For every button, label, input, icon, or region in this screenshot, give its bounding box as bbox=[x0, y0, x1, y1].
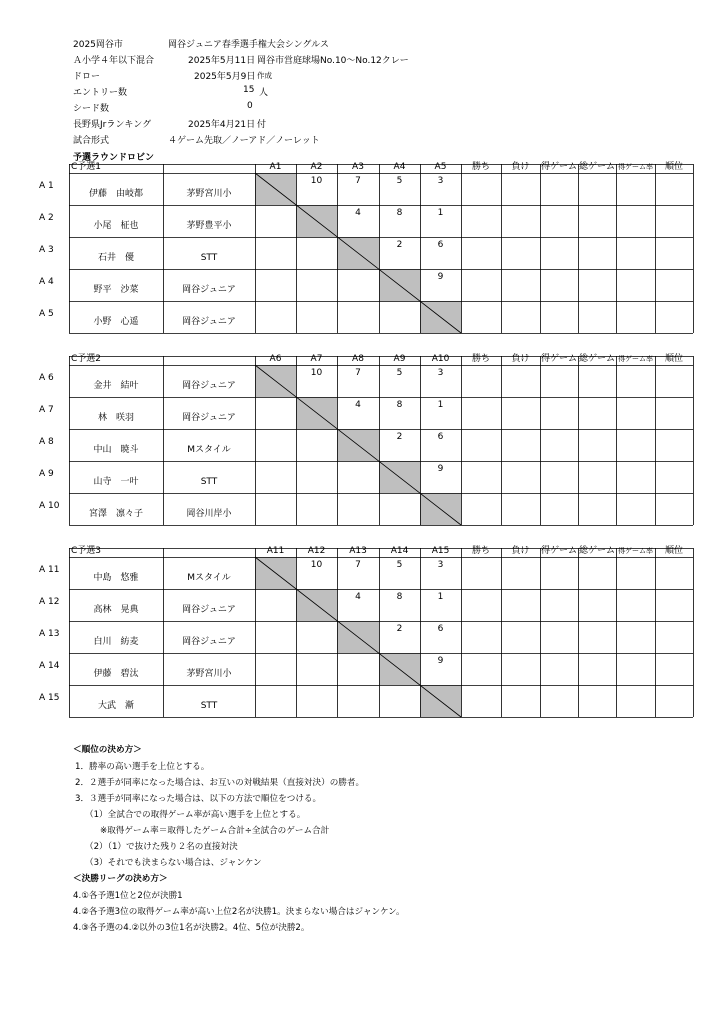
entries-unit: 人 bbox=[259, 88, 269, 98]
diagonal-line bbox=[255, 173, 461, 333]
match-number: 3 bbox=[437, 560, 444, 570]
stat-header: 得ゲーム率 bbox=[618, 163, 653, 171]
draw-label: ドロー bbox=[73, 72, 101, 82]
player-club: 岡谷ジュニア bbox=[182, 317, 236, 327]
stat-header: 負け bbox=[511, 546, 530, 556]
draw-suffix: 作成 bbox=[257, 71, 272, 80]
match-number: 9 bbox=[437, 464, 444, 474]
ranking-rule-item: 2．２選手が同率になった場合は、お互いの対戦結果（直接対決）の勝者。 bbox=[75, 778, 365, 788]
group-table bbox=[39, 354, 693, 525]
player-club: Mスタイル bbox=[187, 445, 231, 455]
final-rules-title: ＜決勝リーグの決め方＞ bbox=[73, 874, 168, 884]
row-label: A 7 bbox=[39, 405, 54, 415]
column-header: A11 bbox=[266, 546, 285, 556]
player-name: 中山 暁斗 bbox=[93, 445, 139, 455]
row-label: A 12 bbox=[39, 597, 60, 607]
group-table bbox=[39, 162, 693, 333]
player-name: 高林 晃典 bbox=[93, 605, 139, 615]
row-label: A 9 bbox=[39, 469, 54, 479]
format-value: ４ゲーム先取／ノーアド／ノーレット bbox=[168, 136, 320, 146]
stat-header: 勝ち bbox=[471, 546, 490, 556]
category: Ａ小学４年以下混合 bbox=[73, 56, 155, 66]
stat-header: 得ゲーム率 bbox=[618, 547, 653, 555]
stat-header: 得ゲーム率 bbox=[618, 355, 653, 363]
column-header: A15 bbox=[431, 546, 450, 556]
player-club: STT bbox=[200, 253, 218, 263]
stat-header: 順位 bbox=[664, 546, 683, 556]
ranking-rule-item: 1．勝率の高い選手を上位とする。 bbox=[75, 762, 210, 772]
column-header: A14 bbox=[390, 546, 409, 556]
stat-header: 総ゲーム bbox=[578, 546, 615, 556]
column-header: A6 bbox=[269, 354, 282, 364]
match-number: 4 bbox=[355, 208, 361, 218]
row-label: A 8 bbox=[39, 437, 54, 447]
match-number: 5 bbox=[396, 368, 403, 378]
match-number: 1 bbox=[437, 208, 444, 218]
player-name: 中島 悠雅 bbox=[93, 573, 139, 583]
row-label: A 5 bbox=[39, 309, 54, 319]
match-number: 2 bbox=[396, 624, 403, 634]
player-name: 金井 結叶 bbox=[93, 381, 139, 391]
ranking-rule-subitem: （1）全試合での取得ゲーム率が高い選手を上位とする。 bbox=[85, 810, 306, 820]
player-name: 山寺 一叶 bbox=[93, 477, 139, 487]
player-name: 伊藤 碧汰 bbox=[93, 669, 139, 679]
draw-date: 2025年5月9日 bbox=[194, 72, 256, 82]
match-number: 3 bbox=[437, 176, 444, 186]
ranking-rule-note: ※取得ゲーム率＝取得したゲーム合計÷全試合のゲーム合計 bbox=[100, 826, 330, 836]
stat-header: 勝ち bbox=[471, 162, 490, 172]
player-club: Mスタイル bbox=[187, 573, 231, 583]
match-number: 4 bbox=[355, 400, 361, 410]
match-number: 8 bbox=[396, 208, 403, 218]
column-header: A8 bbox=[352, 354, 364, 364]
match-number: 1 bbox=[437, 592, 444, 602]
entries-label: エントリー数 bbox=[73, 88, 128, 98]
match-number: 6 bbox=[437, 624, 444, 634]
match-number: 7 bbox=[355, 560, 361, 570]
match-number: 1 bbox=[437, 400, 444, 410]
stat-header: 得ゲーム bbox=[540, 354, 577, 364]
match-number: 4 bbox=[355, 592, 361, 602]
player-name: 石井 優 bbox=[97, 253, 134, 263]
match-number: 2 bbox=[396, 432, 403, 442]
column-header: A3 bbox=[352, 162, 364, 172]
ranking-rule-subitem: （2）（1）で抜けた残り２名の直接対決 bbox=[85, 842, 238, 852]
row-label: A 10 bbox=[39, 501, 60, 511]
player-name: 林 咲羽 bbox=[97, 413, 134, 423]
diagonal-line bbox=[255, 557, 461, 717]
player-name: 野平 沙菜 bbox=[93, 285, 139, 295]
ranking-date: 2025年4月21日 bbox=[188, 120, 256, 130]
group-name: C予選3 bbox=[71, 546, 102, 556]
player-name: 大武 漸 bbox=[97, 701, 134, 711]
match-number: 7 bbox=[355, 368, 361, 378]
row-label: A 14 bbox=[39, 661, 60, 671]
diagonal-line bbox=[255, 365, 461, 525]
row-label: A 11 bbox=[39, 565, 60, 575]
column-header: A2 bbox=[310, 162, 323, 172]
section-title: 予選ラウンドロビン bbox=[73, 153, 155, 163]
match-number: 10 bbox=[310, 176, 323, 186]
column-header: A13 bbox=[349, 546, 367, 556]
row-label: A 2 bbox=[39, 213, 54, 223]
match-number: 5 bbox=[396, 176, 403, 186]
final-rule-item: 4.③各予選の4.②以外の3位1名が決勝2。4位、5位が決勝2。 bbox=[73, 923, 310, 933]
player-club: 茅野豊平小 bbox=[186, 221, 232, 231]
player-name: 白川 紡麦 bbox=[93, 637, 139, 647]
match-number: 10 bbox=[310, 560, 323, 570]
stat-header: 勝ち bbox=[471, 354, 490, 364]
final-rule-item: 4.②各予選3位の取得ゲーム率が高い上位2名が決勝1。決まらない場合はジャンケン。 bbox=[73, 907, 405, 917]
column-header: A12 bbox=[307, 546, 326, 556]
match-number: 6 bbox=[437, 432, 444, 442]
stat-header: 順位 bbox=[664, 354, 683, 364]
match-number: 7 bbox=[355, 176, 361, 186]
player-name: 小野 心遥 bbox=[93, 317, 139, 327]
seeds-value: 0 bbox=[247, 101, 253, 111]
column-header: A10 bbox=[431, 354, 450, 364]
seeds-label: シード数 bbox=[73, 104, 110, 114]
stat-header: 得ゲーム bbox=[540, 162, 577, 172]
match-number: 9 bbox=[437, 656, 444, 666]
column-header: A4 bbox=[393, 162, 406, 172]
match-number: 8 bbox=[396, 400, 403, 410]
column-header: A9 bbox=[393, 354, 406, 364]
format-label: 試合形式 bbox=[73, 136, 110, 146]
stat-header: 負け bbox=[511, 162, 530, 172]
match-number: 3 bbox=[437, 368, 444, 378]
stat-header: 得ゲーム bbox=[540, 546, 577, 556]
row-label: A 3 bbox=[39, 245, 54, 255]
player-club: STT bbox=[200, 701, 218, 711]
group-table bbox=[39, 546, 693, 717]
ranking-rule-subitem: （3）それでも決まらない場合は、ジャンケン bbox=[85, 858, 262, 868]
venue: 岡谷市営庭球場No.10～No.12クレー bbox=[257, 56, 409, 66]
ranking-suffix: 付 bbox=[257, 120, 267, 130]
event-date: 2025年5月11日 bbox=[188, 56, 256, 66]
player-club: STT bbox=[200, 477, 218, 487]
player-club: 岡谷ジュニア bbox=[182, 605, 236, 615]
row-label: A 13 bbox=[39, 629, 60, 639]
stat-header: 順位 bbox=[664, 162, 683, 172]
column-header: A1 bbox=[269, 162, 282, 172]
group-name: C予選1 bbox=[71, 162, 102, 172]
player-club: 岡谷川岸小 bbox=[186, 509, 232, 519]
match-number: 6 bbox=[437, 240, 444, 250]
city-year: 2025岡谷市 bbox=[73, 40, 123, 50]
match-number: 9 bbox=[437, 272, 444, 282]
stat-header: 総ゲーム bbox=[578, 354, 615, 364]
stat-header: 総ゲーム bbox=[578, 162, 615, 172]
match-number: 2 bbox=[396, 240, 403, 250]
player-club: 茅野宮川小 bbox=[186, 669, 232, 679]
row-label: A 6 bbox=[39, 373, 54, 383]
stat-header: 負け bbox=[511, 354, 530, 364]
player-name: 宮澤 凛々子 bbox=[88, 509, 143, 519]
match-number: 5 bbox=[396, 560, 403, 570]
tournament-title: 岡谷ジュニア春季選手権大会シングルス bbox=[168, 40, 329, 50]
player-club: 岡谷ジュニア bbox=[182, 285, 236, 295]
entries-value: 15 bbox=[243, 85, 255, 95]
ranking-label: 長野県Jrランキング bbox=[73, 120, 152, 130]
row-label: A 15 bbox=[39, 693, 60, 703]
player-club: 岡谷ジュニア bbox=[182, 637, 236, 647]
column-header: A7 bbox=[310, 354, 323, 364]
ranking-rule-item: 3．３選手が同率になった場合は、以下の方法で順位をつける。 bbox=[75, 794, 322, 804]
player-club: 岡谷ジュニア bbox=[182, 413, 236, 423]
match-number: 10 bbox=[310, 368, 323, 378]
row-label: A 1 bbox=[39, 181, 54, 191]
match-number: 8 bbox=[396, 592, 403, 602]
player-club: 岡谷ジュニア bbox=[182, 381, 236, 391]
group-name: C予選2 bbox=[71, 354, 102, 364]
column-header: A5 bbox=[434, 162, 447, 172]
player-name: 小尾 柾也 bbox=[93, 221, 139, 231]
player-name: 伊藤 由岐都 bbox=[88, 189, 143, 199]
player-club: 茅野宮川小 bbox=[186, 189, 232, 199]
final-rule-item: 4.①各予選1位と2位が決勝1 bbox=[73, 891, 183, 901]
ranking-rules-title: ＜順位の決め方＞ bbox=[73, 745, 142, 755]
row-label: A 4 bbox=[39, 277, 54, 287]
